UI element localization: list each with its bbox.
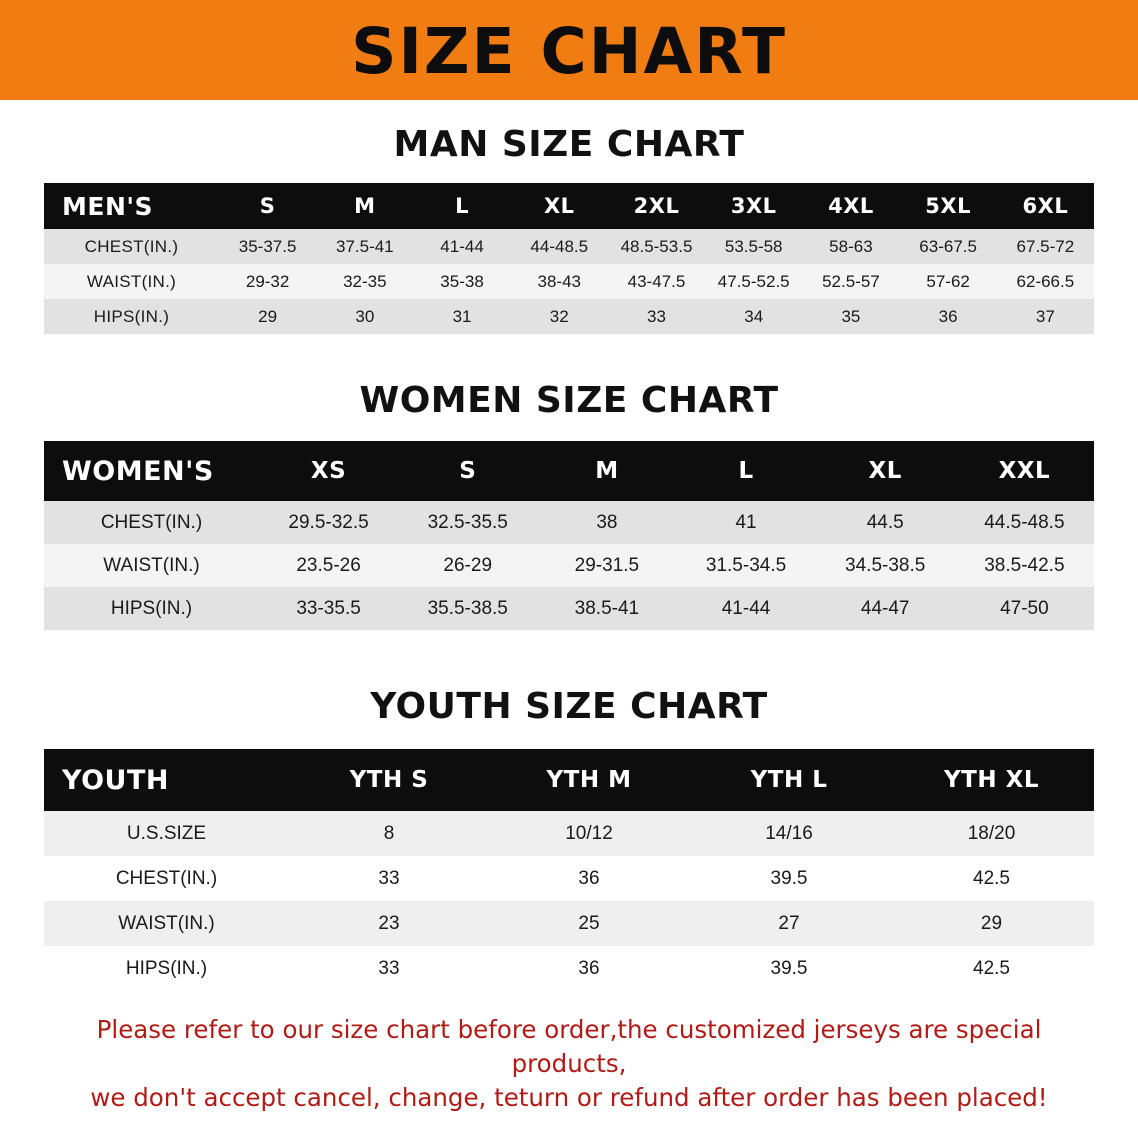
- man-row2-cell3: 31: [452, 306, 472, 326]
- youth-row3-cell3: 39.5: [770, 957, 808, 979]
- women-row1-cell6: 38.5-42.5: [984, 554, 1065, 576]
- man-table-head: [44, 183, 1094, 229]
- youth-section-heading: YOUTH SIZE CHART: [370, 686, 768, 727]
- man-row2-cell2: 30: [355, 306, 375, 326]
- youth-table-body: [44, 811, 1094, 991]
- table-row: [44, 946, 1094, 991]
- table-row: [44, 544, 1094, 587]
- table-row: [44, 811, 1094, 856]
- youth-row1-cell4: 42.5: [973, 867, 1010, 889]
- man-size-table: [44, 183, 1094, 334]
- man-row2-cell7: 35: [841, 306, 861, 326]
- man-row0-cell2: 37.5-41: [335, 236, 394, 256]
- women-row1-label: WAIST(IN.): [103, 554, 200, 576]
- man-row0-cell4: 44-48.5: [530, 236, 589, 256]
- table-row: [44, 856, 1094, 901]
- man-header-cell-3: L: [413, 183, 510, 229]
- man-row0-cell3: 41-44: [440, 236, 484, 256]
- man-row0-cell9: 67.5-72: [1016, 236, 1075, 256]
- youth-header-cell-1: YTH S: [289, 749, 489, 811]
- table-header-row: [44, 749, 1094, 811]
- youth-row3-label: HIPS(IN.): [125, 957, 208, 979]
- women-row2-cell5: 44-47: [860, 597, 910, 619]
- man-header-cell-6: 3XL: [705, 183, 802, 229]
- man-row0-cell1: 35-37.5: [238, 236, 297, 256]
- table-header-row: [44, 441, 1094, 501]
- women-header-cell-5: XL: [816, 441, 955, 501]
- women-row0-cell5: 44.5: [866, 511, 904, 533]
- policy-note-line1: Please refer to our size chart before order,the customized jerseys are special products,: [96, 1015, 1042, 1078]
- table-row: [44, 501, 1094, 544]
- women-row2-label: HIPS(IN.): [110, 597, 193, 619]
- youth-row2-cell1: 23: [378, 912, 400, 934]
- youth-header-cell-2: YTH M: [489, 749, 689, 811]
- man-row1-cell1: 29-32: [245, 271, 290, 291]
- youth-row2-cell2: 25: [578, 912, 600, 934]
- youth-row0-cell3: 14/16: [765, 822, 813, 844]
- women-row0-cell4: 41: [735, 511, 757, 533]
- man-row0-cell7: 58-63: [829, 236, 873, 256]
- man-row1-cell2: 32-35: [343, 271, 387, 291]
- table-row: [44, 229, 1094, 264]
- women-size-table: [44, 441, 1094, 630]
- man-size-table-wrap: [44, 183, 1094, 334]
- youth-row2-label: WAIST(IN.): [118, 912, 215, 934]
- women-row1-cell3: 29-31.5: [574, 554, 640, 576]
- man-header-cell-9: 6XL: [997, 183, 1094, 229]
- man-row1-cell4: 38-43: [537, 271, 581, 291]
- women-row0-label: CHEST(IN.): [100, 511, 203, 533]
- youth-row0-cell1: 8: [383, 822, 395, 844]
- women-row2-cell3: 38.5-41: [574, 597, 640, 619]
- banner: [0, 0, 1138, 100]
- policy-note: [64, 1013, 1074, 1114]
- man-row0-cell5: 48.5-53.5: [620, 236, 693, 256]
- youth-row3-cell2: 36: [578, 957, 600, 979]
- women-row0-cell6: 44.5-48.5: [984, 511, 1065, 533]
- table-header-row: [44, 183, 1094, 229]
- youth-row3-cell1: 33: [378, 957, 400, 979]
- youth-row1-label: CHEST(IN.): [115, 867, 218, 889]
- women-row2-cell4: 41-44: [721, 597, 771, 619]
- man-row1-cell5: 43-47.5: [627, 271, 686, 291]
- man-header-cell-7: 4XL: [802, 183, 899, 229]
- youth-header-cell-4: YTH XL: [889, 749, 1094, 811]
- man-row1-cell9: 62-66.5: [1016, 271, 1075, 291]
- man-section-heading: MAN SIZE CHART: [393, 124, 745, 165]
- man-row2-label: HIPS(IN.): [93, 306, 170, 326]
- man-row2-cell6: 34: [744, 306, 764, 326]
- man-row1-cell7: 52.5-57: [822, 271, 880, 291]
- women-header-cell-0: WOMEN'S: [44, 441, 259, 501]
- man-header-cell-4: XL: [511, 183, 608, 229]
- women-header-cell-2: S: [398, 441, 537, 501]
- man-row2-cell5: 33: [647, 306, 666, 326]
- women-row1-cell2: 26-29: [443, 554, 493, 576]
- women-row0-cell1: 29.5-32.5: [288, 511, 369, 533]
- women-row1-cell4: 31.5-34.5: [705, 554, 787, 576]
- women-table-head: [44, 441, 1094, 501]
- women-table-body: [44, 501, 1094, 630]
- youth-row1-cell2: 36: [578, 867, 600, 889]
- man-row1-cell8: 57-62: [926, 271, 970, 291]
- youth-size-table: [44, 749, 1094, 991]
- man-row1-cell3: 35-38: [440, 271, 484, 291]
- youth-row0-cell2: 10/12: [565, 822, 613, 844]
- women-size-table-wrap: [44, 441, 1094, 630]
- man-row2-cell4: 32: [549, 306, 569, 326]
- page-title: SIZE CHART: [351, 14, 787, 88]
- table-row: [44, 299, 1094, 334]
- youth-table-head: [44, 749, 1094, 811]
- man-header-cell-1: S: [219, 183, 316, 229]
- policy-note-line2: we don't accept cancel, change, teturn or refund after order has been placed!: [90, 1082, 1048, 1112]
- women-header-cell-6: XXL: [955, 441, 1094, 501]
- women-row2-cell6: 47-50: [1000, 597, 1049, 619]
- man-header-cell-0: MEN'S: [44, 183, 219, 229]
- man-header-cell-2: M: [316, 183, 413, 229]
- man-header-cell-5: 2XL: [608, 183, 705, 229]
- women-header-cell-3: M: [537, 441, 676, 501]
- man-header-cell-8: 5XL: [900, 183, 997, 229]
- youth-row1-cell1: 33: [378, 867, 400, 889]
- man-row0-cell6: 53.5-58: [724, 236, 783, 256]
- women-header-cell-1: XS: [259, 441, 398, 501]
- man-row0-cell8: 63-67.5: [919, 236, 977, 256]
- man-row2-cell1: 29: [258, 306, 278, 326]
- women-section-heading: WOMEN SIZE CHART: [359, 380, 779, 421]
- table-row: [44, 901, 1094, 946]
- youth-row3-cell4: 42.5: [973, 957, 1010, 979]
- man-row0-label: CHEST(IN.): [84, 236, 179, 256]
- women-row0-cell2: 32.5-35.5: [427, 511, 508, 533]
- youth-row0-cell4: 18/20: [967, 822, 1016, 844]
- table-row: [44, 264, 1094, 299]
- man-row2-cell8: 36: [938, 306, 958, 326]
- women-row1-cell1: 23.5-26: [296, 554, 361, 576]
- youth-row1-cell3: 39.5: [770, 867, 808, 889]
- women-row1-cell5: 34.5-38.5: [845, 554, 926, 576]
- women-row2-cell1: 33-35.5: [296, 597, 361, 619]
- table-row: [44, 587, 1094, 630]
- youth-row0-label: U.S.SIZE: [126, 822, 207, 844]
- man-row1-cell6: 47.5-52.5: [717, 271, 790, 291]
- women-header-cell-4: L: [676, 441, 815, 501]
- man-table-body: [44, 229, 1094, 334]
- man-row1-label: WAIST(IN.): [86, 271, 177, 291]
- youth-row2-cell4: 29: [980, 912, 1003, 934]
- youth-size-table-wrap: [44, 749, 1094, 991]
- youth-row2-cell3: 27: [778, 912, 800, 934]
- man-row2-cell9: 37: [1035, 306, 1055, 326]
- women-row0-cell3: 38: [596, 511, 618, 533]
- youth-header-cell-0: YOUTH: [44, 749, 289, 811]
- youth-header-cell-3: YTH L: [689, 749, 889, 811]
- women-row2-cell2: 35.5-38.5: [427, 597, 508, 619]
